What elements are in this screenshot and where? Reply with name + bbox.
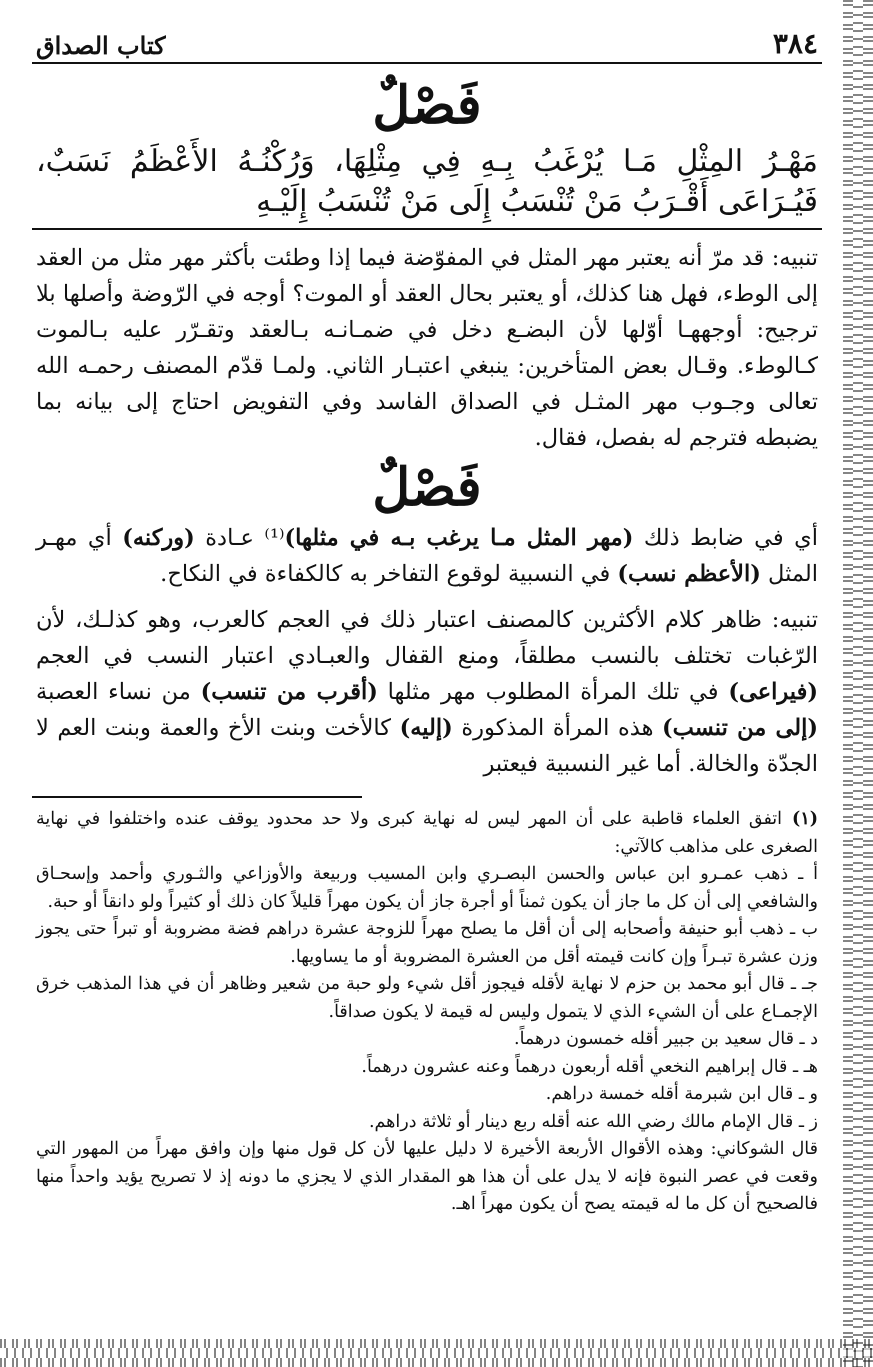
- footnote-item: و ـ قال ابن شبرمة أقله خمسة دراهم.: [545, 1084, 818, 1104]
- sharh-paragraph: [32, 520, 822, 592]
- matn-quote: (إليه): [399, 715, 453, 741]
- footnote-shawkani: قال الشوكاني: وهذه الأقوال الأربعة الأخيرة لا دليل عليها لأن كل قول منها وإن وافق مهراً من المهور التي وقعت في عصر النبوة فإنه لا يدل على أن هذا هو المقدار الذي لا يجزي ما دونه إذ لا تصريح يؤيد واحداً منها فالصحيح أن كل ما له قيمته يصح أن يكون مهراً اهـ.: [36, 1139, 818, 1214]
- footnotes: [32, 806, 822, 1219]
- page-number: ٣٨٤: [772, 27, 818, 60]
- text-span: ⁽¹⁾ عـادة: [194, 525, 285, 551]
- footnote-number: (١): [792, 809, 818, 829]
- footnote-item: جـ ـ قال أبو محمد بن حزم لا نهاية لأقله فيجوز أقل شيء ولو حبة من شعير وظاهر أن في هذا المذهب خرق الإجمـاع على أن الشيء الذي لا يتمول وليس له قيمة لا يكون صداقاً.: [36, 974, 818, 1022]
- page-content: [32, 14, 822, 1219]
- footnote-intro: [36, 806, 818, 861]
- running-header: [32, 14, 822, 64]
- text-span: أي مهـر المثل: [36, 525, 818, 587]
- footnote-item: أ ـ ذهب عمـرو ابن عباس والحسن البصـري وابن المسيب وربيعة والأوزاعي والثـوري وأحمد وإسحـاق والشافعي إلى أن كل ما جاز أن يكون ثمناً أو أجرة جاز أن يكون مهراً قليلاً كان ذلك أو كثيراً ولو دانقاً أو حبة.: [36, 864, 818, 912]
- text-span: تنبيه: ظاهر كلام الأكثرين كالمصنف اعتبار ذلك في العجم كالعرب، وهو كذلـك، لأن الرّغبات تختلف بالنسب مطلقاً، ومنع القفال والعبـادي اعتبار النسب في العجم: [36, 607, 818, 669]
- section-heading: فَصْلٌ: [372, 75, 482, 136]
- footnote-item: ب ـ ذهب أبو حنيفة وأصحابه إلى أن أقل ما يصلح مهراً للزوجة عشرة دراهم فضة مضروبة أو تبراً حتى يجوز وزن عشرة تبـراً وإن كانت قيمته أقل من العشرة المضروبة أو ما يساويها.: [36, 919, 818, 967]
- matn-quote: (وركنه): [122, 525, 195, 551]
- tanbih-paragraph: تنبيه: قد مرّ أنه يعتبر مهر المثل في المفوّضة فيما إذا وطئت بأكثر مهر مثل من العقد إلى الوطء، فهل هنا كذلك، أو يعتبر بحال العقد أو الموت؟ أوجه في الرّوضة وأصلها بلا ترجيح: أوجههـا أوّلها لأن البضـع دخل في ضمـانـه بـالعقد وتقـرّر عليه بـالموت كـالوطء. وقـال بعض المتأخرين: ينبغي اعتبـار الثاني. ولمـا قدّم المصنف رحمـه الله تعالى وجـوب مهر المثـل في الصداق الفاسد وفي التفويض احتاج إلى بيانه بما يضبطه فترجم له بفصل، فقال.: [36, 245, 818, 451]
- footnote-text: اتفق العلماء قاطبة على أن المهر ليس له نهاية كبرى ولا حد محدود يوقف عنده واختلفوا في نهاية الصغرى على مذاهب كالآتي:: [36, 809, 818, 857]
- footnote-separator: [32, 796, 362, 798]
- tanbih-paragraph-2: [32, 602, 822, 782]
- matn-quote: (الأعظم نسب): [617, 561, 761, 587]
- text-span: في تلك المرأة المطلوب مهر مثلها: [377, 679, 729, 705]
- text-span: من نساء العصبة: [36, 679, 201, 705]
- footnote-item: هـ ـ قال إبراهيم النخعي أقله أربعون درهماً وعنه عشرون درهماً.: [361, 1056, 818, 1077]
- footnote-separator-wrap: [32, 796, 822, 798]
- matn-text: مَهْـرُ المِثْلِ مَـا يُرْغَبُ بِـهِ فِي مِثْلِهَا، وَرُكْنُـهُ الأَعْظَمُ نَسَبٌ، فَيُـرَاعَى أَقْـرَبُ مَنْ تُنْسَبُ إِلَى مَنْ تُنْسَبُ إِلَيْـهِ: [36, 144, 818, 219]
- decorative-border-right: [843, 0, 873, 1367]
- decorative-border-bottom: [0, 1339, 873, 1367]
- footnote-item: د ـ قال سعيد بن جبير أقله خمسون درهماً.: [514, 1029, 818, 1049]
- text-span: هذه المرأة المذكورة: [452, 715, 662, 741]
- book-title: كتاب الصداق: [36, 31, 166, 60]
- text-span: في النسبية لوقوع التفاخر به كالكفاءة في النكاح.: [160, 561, 618, 587]
- matn-quote: (مهر المثل مـا يرغب بـه في مثلها): [284, 525, 634, 551]
- footnote-item: ز ـ قال الإمام مالك رضي الله عنه أقله ربع دينار أو ثلاثة دراهم.: [368, 1111, 818, 1132]
- text-span: كالأخت وبنت الأخ والعمة وبنت العم لا الجدّة والخالة. أما غير النسبية فيعتبر: [36, 715, 818, 777]
- text-span: أي في ضابط ذلك: [633, 525, 818, 551]
- matn-divider: [32, 228, 822, 230]
- matn-quote: (فيراعى): [728, 679, 818, 705]
- matn-quote: (أقرب من تنسب): [200, 679, 378, 705]
- matn-quote: (إلى من تنسب): [661, 715, 818, 741]
- section-heading-2: فَصْلٌ: [372, 457, 482, 518]
